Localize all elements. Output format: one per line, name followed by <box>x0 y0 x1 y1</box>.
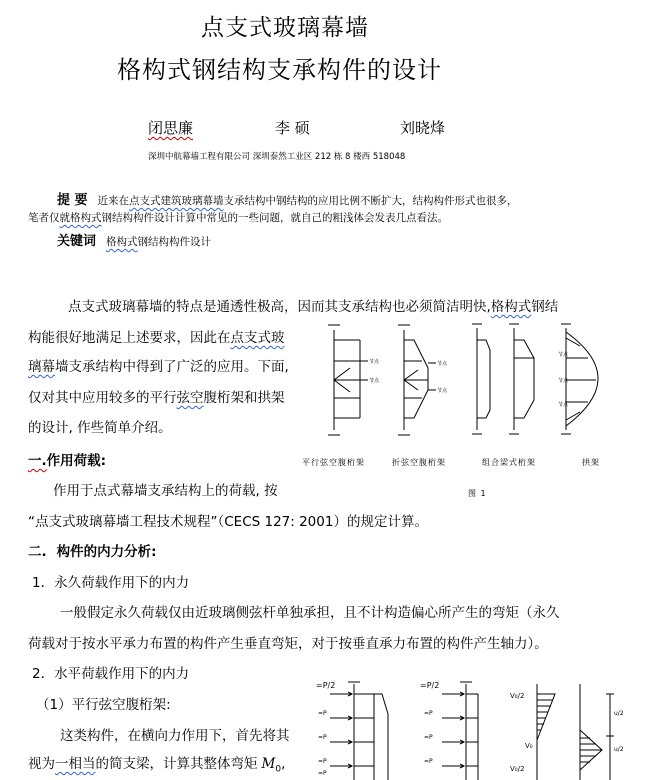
truss-folded-chord <box>398 325 448 435</box>
keywords-term: 格构式 <box>106 236 138 248</box>
svg-text:节点: 节点 <box>437 361 448 367</box>
truss-parallel-chord <box>328 325 380 435</box>
load-diagram-left <box>330 682 388 780</box>
keywords-line <box>57 230 211 249</box>
subsection-2-1: 1．永久荷载作用下的内力 <box>32 575 190 591</box>
fig2-left-label-3: =P <box>318 734 327 741</box>
figure-2-diagram <box>312 680 642 780</box>
figure-label: 图 1 <box>468 489 487 498</box>
author-1: 闭思廉 <box>148 119 194 137</box>
para-text: 的简支梁，计算其整体弯矩 <box>95 756 258 772</box>
para1-line-5: 的设计, 作些简单介绍。 <box>28 420 172 436</box>
abstract-line-1 <box>57 189 518 208</box>
moment-diagram-right <box>537 684 614 780</box>
para1-line-1 <box>68 295 558 315</box>
abstract-text: 笔者仅 <box>28 212 60 224</box>
keywords-text: 钢结构构件设计 <box>137 236 212 248</box>
fig2-left-label-4: =P <box>318 758 327 765</box>
subsection-2-2-1: （1）平行弦空腹桁架: <box>36 697 171 713</box>
subsection-2-2-1-line-2 <box>28 752 285 775</box>
fig2-mid-label-3: =P <box>424 734 433 741</box>
subsection-2-2: 2．水平荷载作用下的内力 <box>32 666 190 682</box>
author-3: 刘晓烽 <box>400 119 446 137</box>
figure-caption-1: 平行弦空腹桁架 <box>302 458 365 467</box>
figure-caption-3: 组合梁式桁架 <box>482 458 536 467</box>
para1-line-4 <box>28 386 285 406</box>
truss-composite-beam <box>472 324 534 434</box>
subsection-2-1-line-2: 荷载对于按水平承力布置的构件产生垂直弯矩，对于按垂直承力布置的构件产生轴力）。 <box>28 636 548 652</box>
abstract-text: 支承结构中钢结构的应用比例不断扩大，结构构件形式也很多， <box>223 195 518 207</box>
svg-text:节点: 节点 <box>558 352 569 358</box>
abstract-line-2 <box>28 210 448 225</box>
figure-caption-2: 折弦空腹桁架 <box>392 458 446 467</box>
para1-line-3 <box>28 355 289 375</box>
truss-arch <box>558 324 598 434</box>
fig2-right-label-bot: V₀/2 <box>510 765 525 773</box>
para-text: 视为 <box>28 756 55 772</box>
fig2-left-label-1: =P/2 <box>316 681 336 690</box>
keywords-label: 关键词 <box>57 234 97 249</box>
math-symbol: M <box>261 756 276 772</box>
abstract-label: 提 要 <box>57 193 88 208</box>
para-term: 点支式玻 <box>230 330 285 346</box>
subsection-2-2-1-line-1: 这类构件，在横向力作用下，首先将其 <box>60 728 290 744</box>
section-1-line-1: 作用于点式幕墙支承结构上的荷载, 按 <box>53 483 278 499</box>
fig2-mid-label-4: =P <box>424 758 433 765</box>
author-2: 李 硕 <box>275 119 310 137</box>
section-title: 构件的内力分析: <box>56 544 157 560</box>
abstract-term: 点支式建筑玻璃幕墙 <box>129 195 224 207</box>
fig2-left-label-2: =P <box>318 710 327 717</box>
svg-text:节点: 节点 <box>369 359 380 365</box>
svg-text:节点: 节点 <box>558 378 569 384</box>
fig2-right-label-mid: V₀ <box>525 742 533 750</box>
section-number: 二. <box>28 544 47 560</box>
para-term: 格构式 <box>490 299 532 315</box>
title-line-2: 格构式钢结构支承构件的设计 <box>117 56 442 84</box>
fig2-mid-label-2: =P <box>424 710 433 717</box>
section-2-heading <box>28 540 157 560</box>
fig2-left-label-5: =P <box>318 770 327 777</box>
fig2-right-label-top: V₀/2 <box>510 692 525 700</box>
para-text: 墙支承结构中得到了广泛的应用。下面, <box>55 359 289 375</box>
para-text: 点支式玻璃幕墙的特点是通透性极高，因而其支承结构也必须简洁明快, <box>68 299 491 315</box>
para-text: 构能很好地满足上述要求，因此在 <box>28 330 231 346</box>
figure-caption-4: 拱架 <box>582 458 600 467</box>
load-diagram-middle <box>442 682 478 780</box>
title-line-1: 点支式玻璃幕墙 <box>201 15 369 41</box>
section-1-heading <box>28 449 106 469</box>
section-title: 作用荷载: <box>46 453 107 469</box>
para1-line-2 <box>28 326 285 346</box>
svg-text:节点: 节点 <box>437 388 448 394</box>
svg-text:节点: 节点 <box>369 378 380 384</box>
abstract-text: 近来在 <box>97 195 130 207</box>
math-subscript: 0 <box>275 764 282 775</box>
abstract-text: 钢结构构件设计计算中常见的一些问题，就自己的粗浅体会发表几点看法。 <box>101 212 448 224</box>
para-text: 仅对其中应用较多的平行 <box>28 390 177 406</box>
figure-1-diagram <box>300 318 640 443</box>
fig2-mid-label-1: =P/2 <box>420 681 440 690</box>
section-1-line-2: “点支式玻璃幕墙工程技术规程”（CECS 127: 2001）的规定计算。 <box>28 514 428 530</box>
fig2-side-label-1: u/2 <box>614 710 624 717</box>
section-number: 一. <box>28 453 47 469</box>
svg-text:节点: 节点 <box>558 402 569 408</box>
subsection-2-1-line-1: 一般假定永久荷载仅由近玻璃侧弦杆单独承担，且不计构造偏心所产生的弯矩（永久 <box>60 605 560 621</box>
para-term: 一相当 <box>55 756 96 772</box>
para-text: 钢结 <box>531 299 559 315</box>
fig2-side-label-2: u/2 <box>614 746 624 753</box>
para-term: 弦空 <box>176 390 204 406</box>
para-text: 腹桁架和拱架 <box>203 390 285 406</box>
affiliation: 深圳中航幕墙工程有限公司 深圳泰然工业区 212 栋 8 楼西 518048 <box>148 152 406 162</box>
para-text: , <box>281 756 286 772</box>
abstract-term: 就格构式 <box>59 212 102 224</box>
para-term: 璃幕 <box>28 359 55 375</box>
